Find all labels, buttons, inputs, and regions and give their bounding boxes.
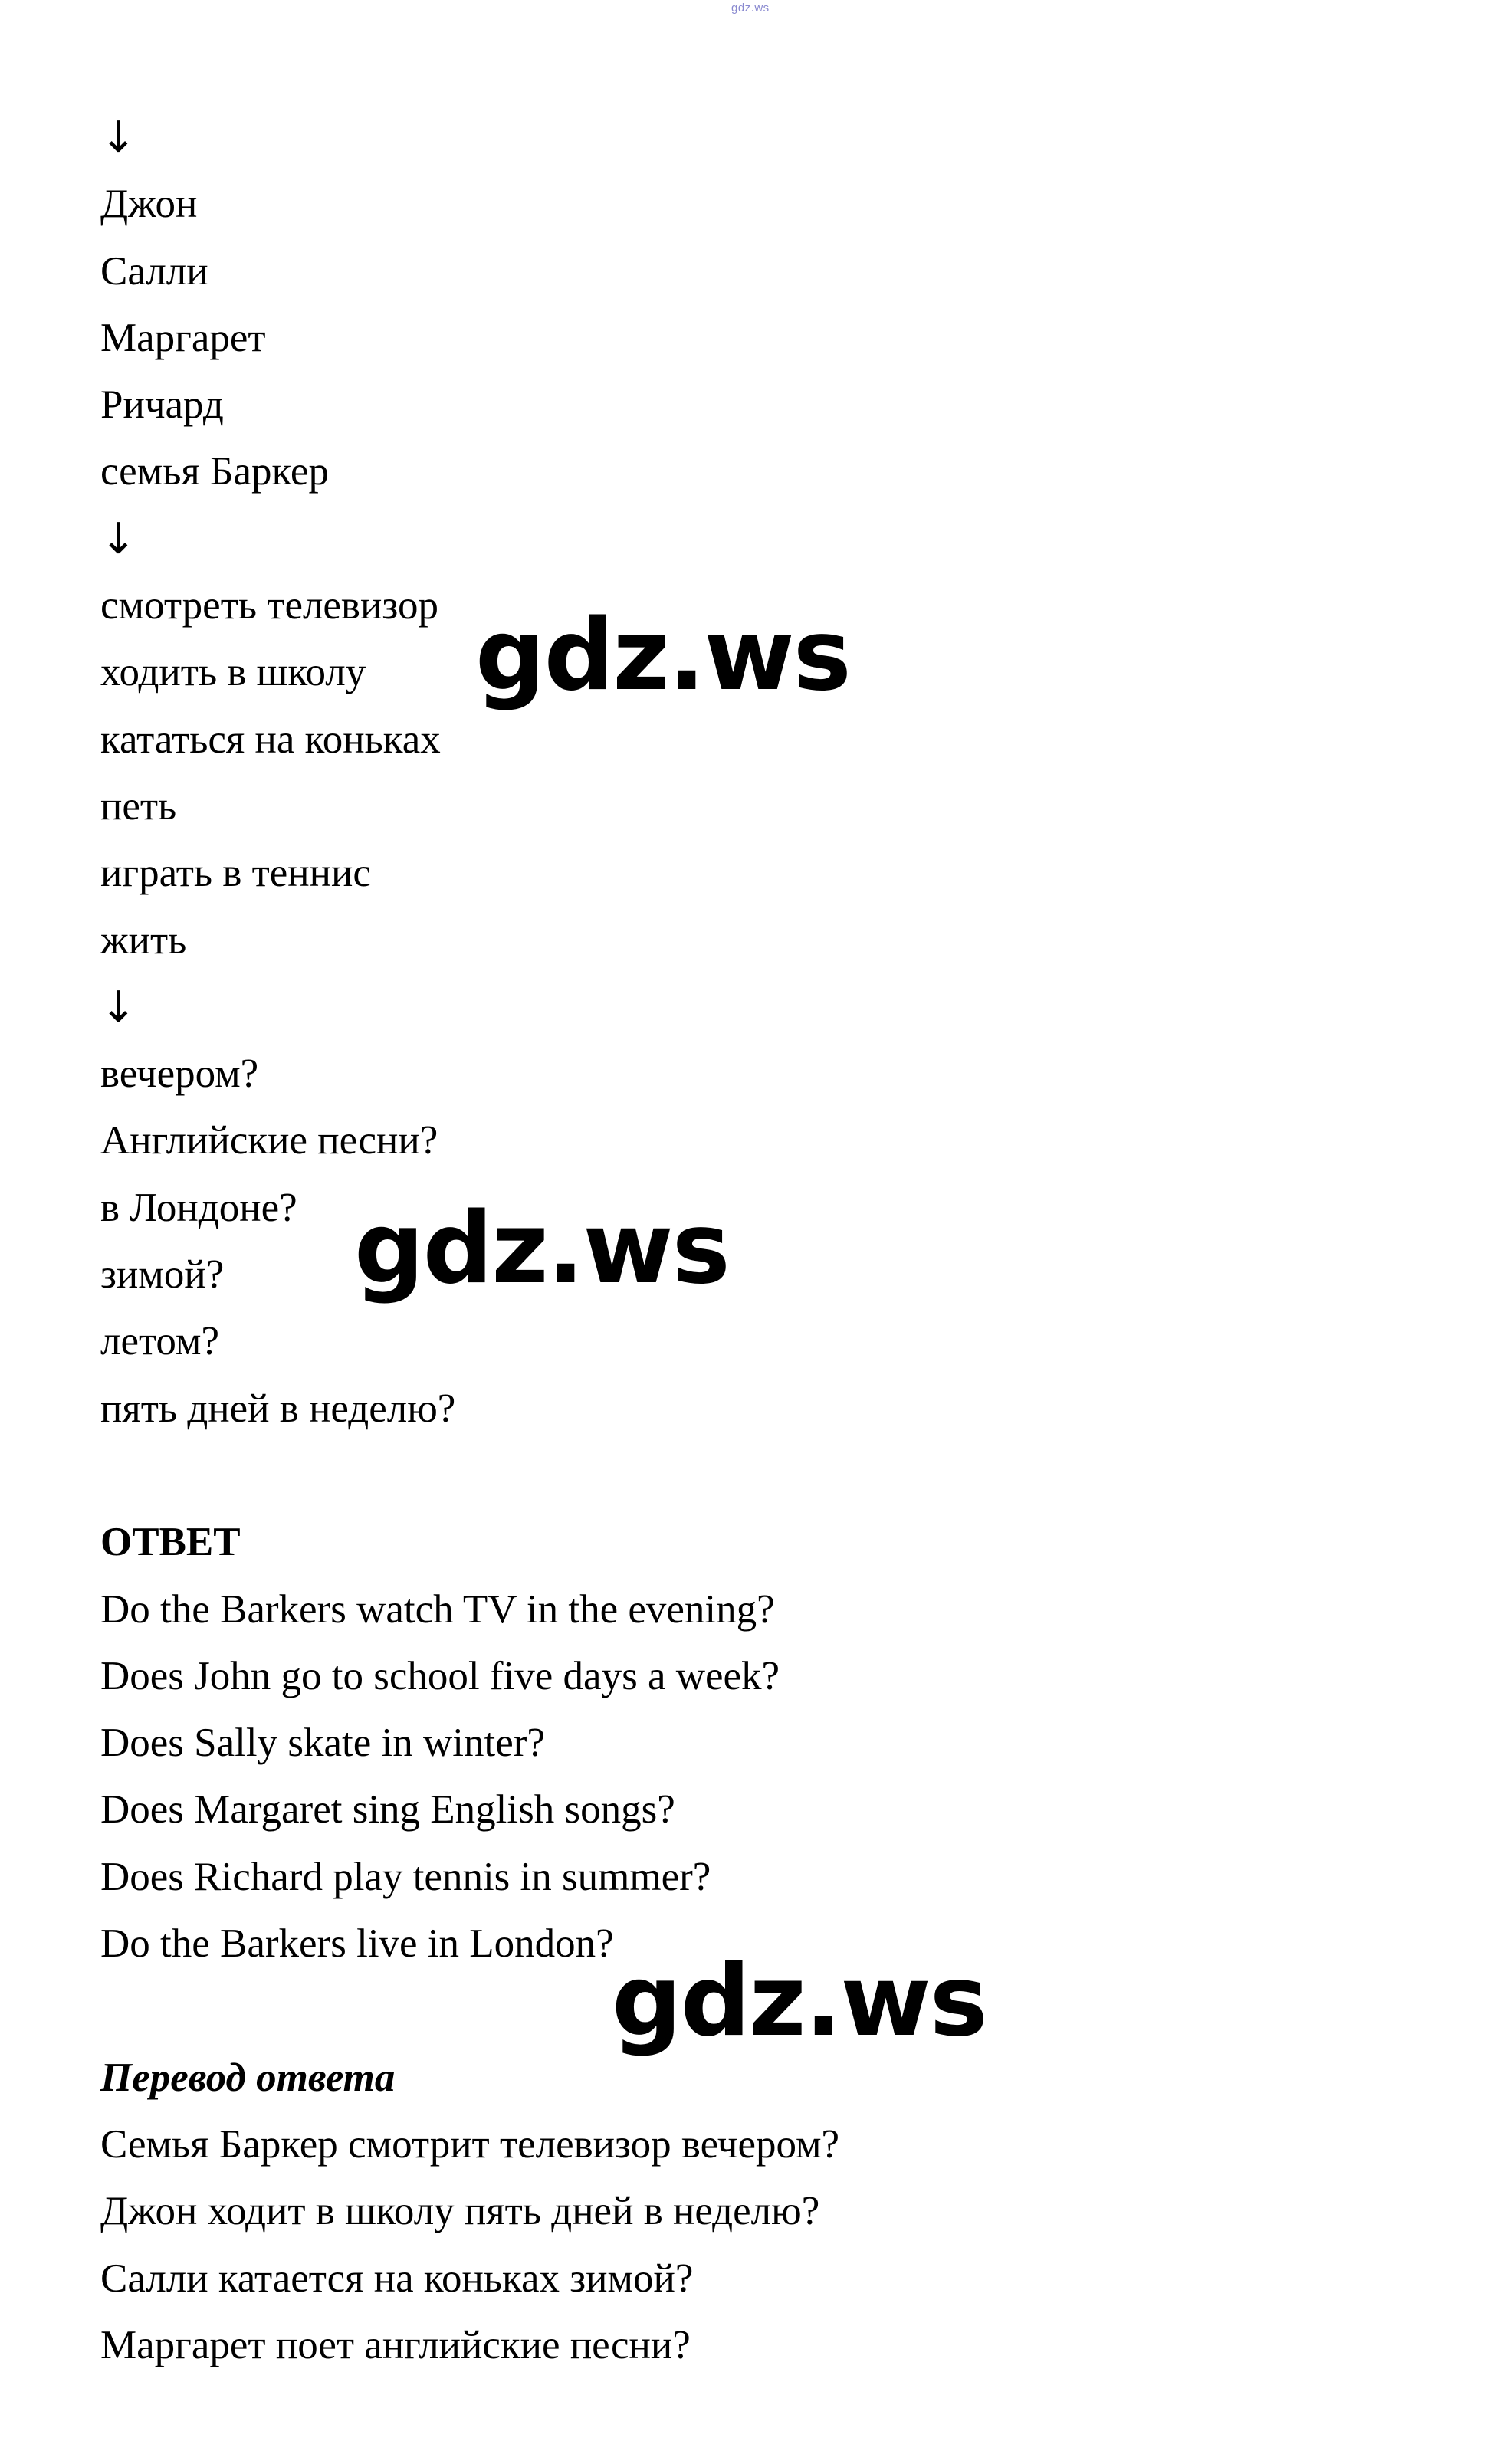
subject-item: Джон <box>100 182 198 227</box>
watermark: gdz.ws <box>354 1192 729 1306</box>
object-item: пять дней в неделю? <box>100 1386 456 1431</box>
object-item: летом? <box>100 1319 219 1364</box>
down-arrow-icon: ↓ <box>100 513 136 564</box>
answer-line: Do the Barkers live in London? <box>100 1921 614 1967</box>
object-item: Английские песни? <box>100 1118 438 1163</box>
object-item: зимой? <box>100 1252 225 1298</box>
translation-line: Семья Баркер смотрит телевизор вечером? <box>100 2121 840 2167</box>
subject-item: семья Баркер <box>100 449 329 494</box>
watermark: gdz.ws <box>475 599 850 713</box>
down-arrow-icon: ↓ <box>100 113 136 162</box>
verb-item: играть в теннис <box>100 851 371 896</box>
translation-line: Джон ходит в школу пять дней в неделю? <box>100 2189 820 2234</box>
subject-item: Маргарет <box>100 315 266 360</box>
translation-line: Салли катается на коньках зимой? <box>100 2256 694 2301</box>
translation-heading: Перевод ответа <box>100 2055 396 2100</box>
answer-line: Does Sally skate in winter? <box>100 1721 545 1766</box>
translation-line: Маргарет поет английские песни? <box>100 2322 691 2367</box>
answer-line: Does Richard play tennis in summer? <box>100 1854 711 1899</box>
answer-line: Does John go to school five days a week? <box>100 1653 780 1698</box>
object-item: вечером? <box>100 1052 259 1097</box>
spacer <box>100 1442 1404 1509</box>
down-arrow-icon: ↓ <box>100 982 136 1032</box>
verb-item: жить <box>100 917 187 963</box>
object-item: в Лондоне? <box>100 1185 297 1230</box>
subject-item: Салли <box>100 248 208 294</box>
answer-line: Do the Barkers watch TV in the evening? <box>100 1586 775 1632</box>
watermark: gdz.ws <box>612 1944 987 2059</box>
verb-item: ходить в школу <box>100 650 366 695</box>
verb-item: петь <box>100 783 177 828</box>
header-watermark: gdz.ws <box>731 2 770 15</box>
answer-heading: ОТВЕТ <box>100 1520 241 1565</box>
subject-item: Ричард <box>100 382 224 428</box>
verb-item: кататься на коньках <box>100 717 441 762</box>
answer-line: Does Margaret sing English songs? <box>100 1787 675 1832</box>
verb-item: смотреть телевизор <box>100 583 438 628</box>
